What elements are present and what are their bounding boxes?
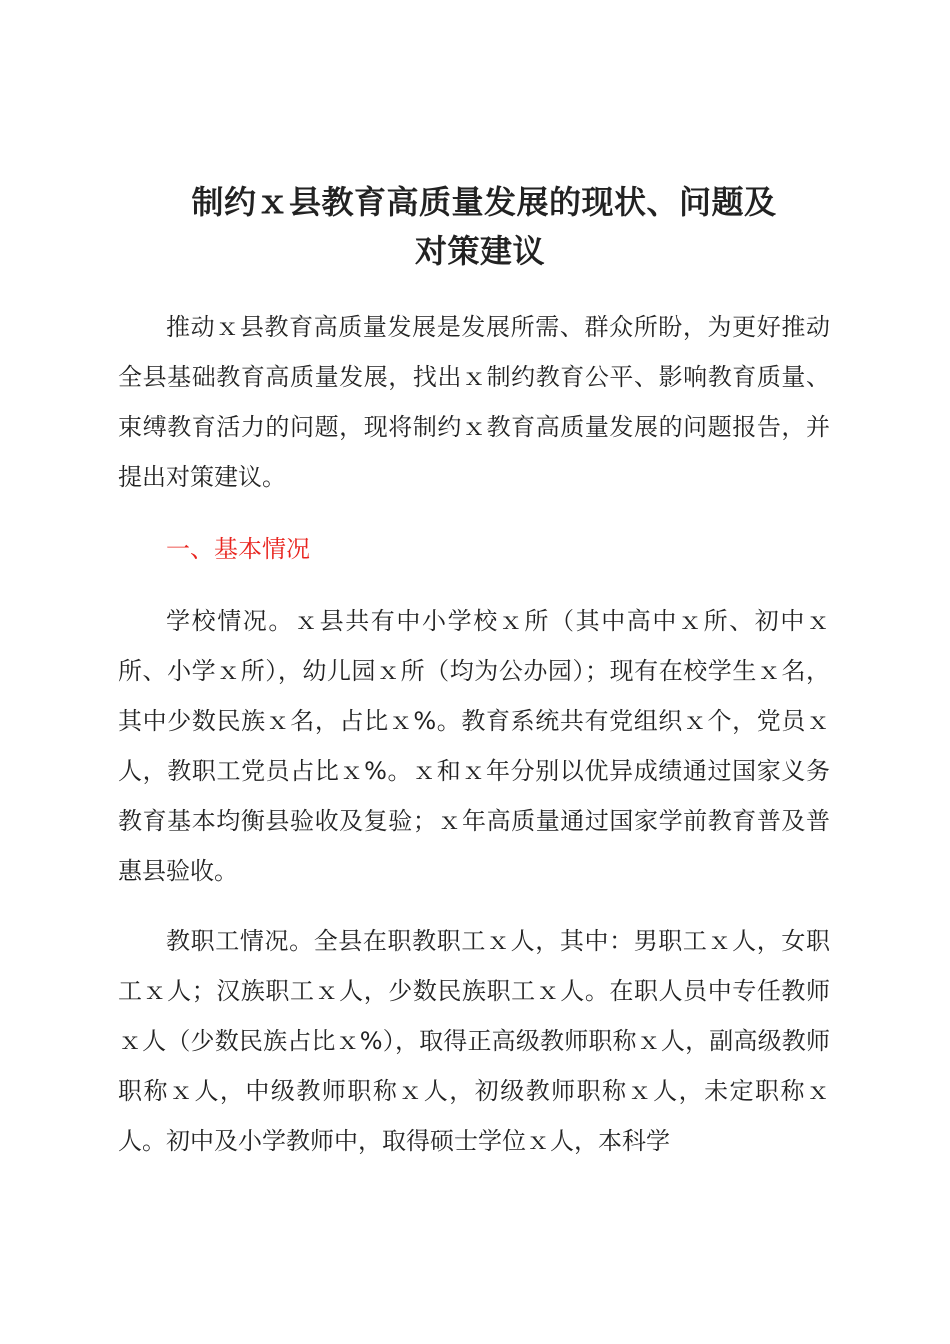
title-line-1: 制约ｘ县教育高质量发展的现状、问题及: [191, 183, 777, 221]
document-title: [120, 178, 830, 276]
school-situation-text: 学校情况。ｘ县共有中小学校ｘ所（其中高中ｘ所、初中ｘ所、小学ｘ所），幼儿园ｘ所（均为公办园）；现有在校学生ｘ名，其中少数民族ｘ名，占比ｘ%。教育系统共有党组织ｘ个，党员ｘ人，教职工党员占比ｘ%。ｘ和ｘ年分别以优异成绩通过国家义务教育基本均衡县验收及复验；ｘ年高质量通过国家学前教育普及普惠县验收。: [118, 607, 830, 885]
school-situation-paragraph: [118, 596, 830, 896]
section-heading-basic-situation: 一、基本情况: [166, 535, 310, 563]
staff-situation-paragraph: [118, 916, 830, 1166]
staff-situation-text: 教职工情况。全县在职教职工ｘ人，其中：男职工ｘ人，女职工ｘ人；汉族职工ｘ人，少数民族职工ｘ人。在职人员中专任教师ｘ人（少数民族占比ｘ%），取得正高级教师职称ｘ人，副高级教师职称ｘ人，中级教师职称ｘ人，初级教师职称ｘ人，未定职称ｘ人。初中及小学教师中，取得硕士学位ｘ人，本科学: [118, 927, 830, 1155]
intro-paragraph: 推动ｘ县教育高质量发展是发展所需、群众所盼，为更好推动全县基础教育高质量发展，找出ｘ制约教育公平、影响教育质量、束缚教育活力的问题，现将制约ｘ教育高质量发展的问题报告，并提出对策建议。: [118, 313, 830, 491]
title-line-2: 对策建议: [414, 232, 545, 270]
